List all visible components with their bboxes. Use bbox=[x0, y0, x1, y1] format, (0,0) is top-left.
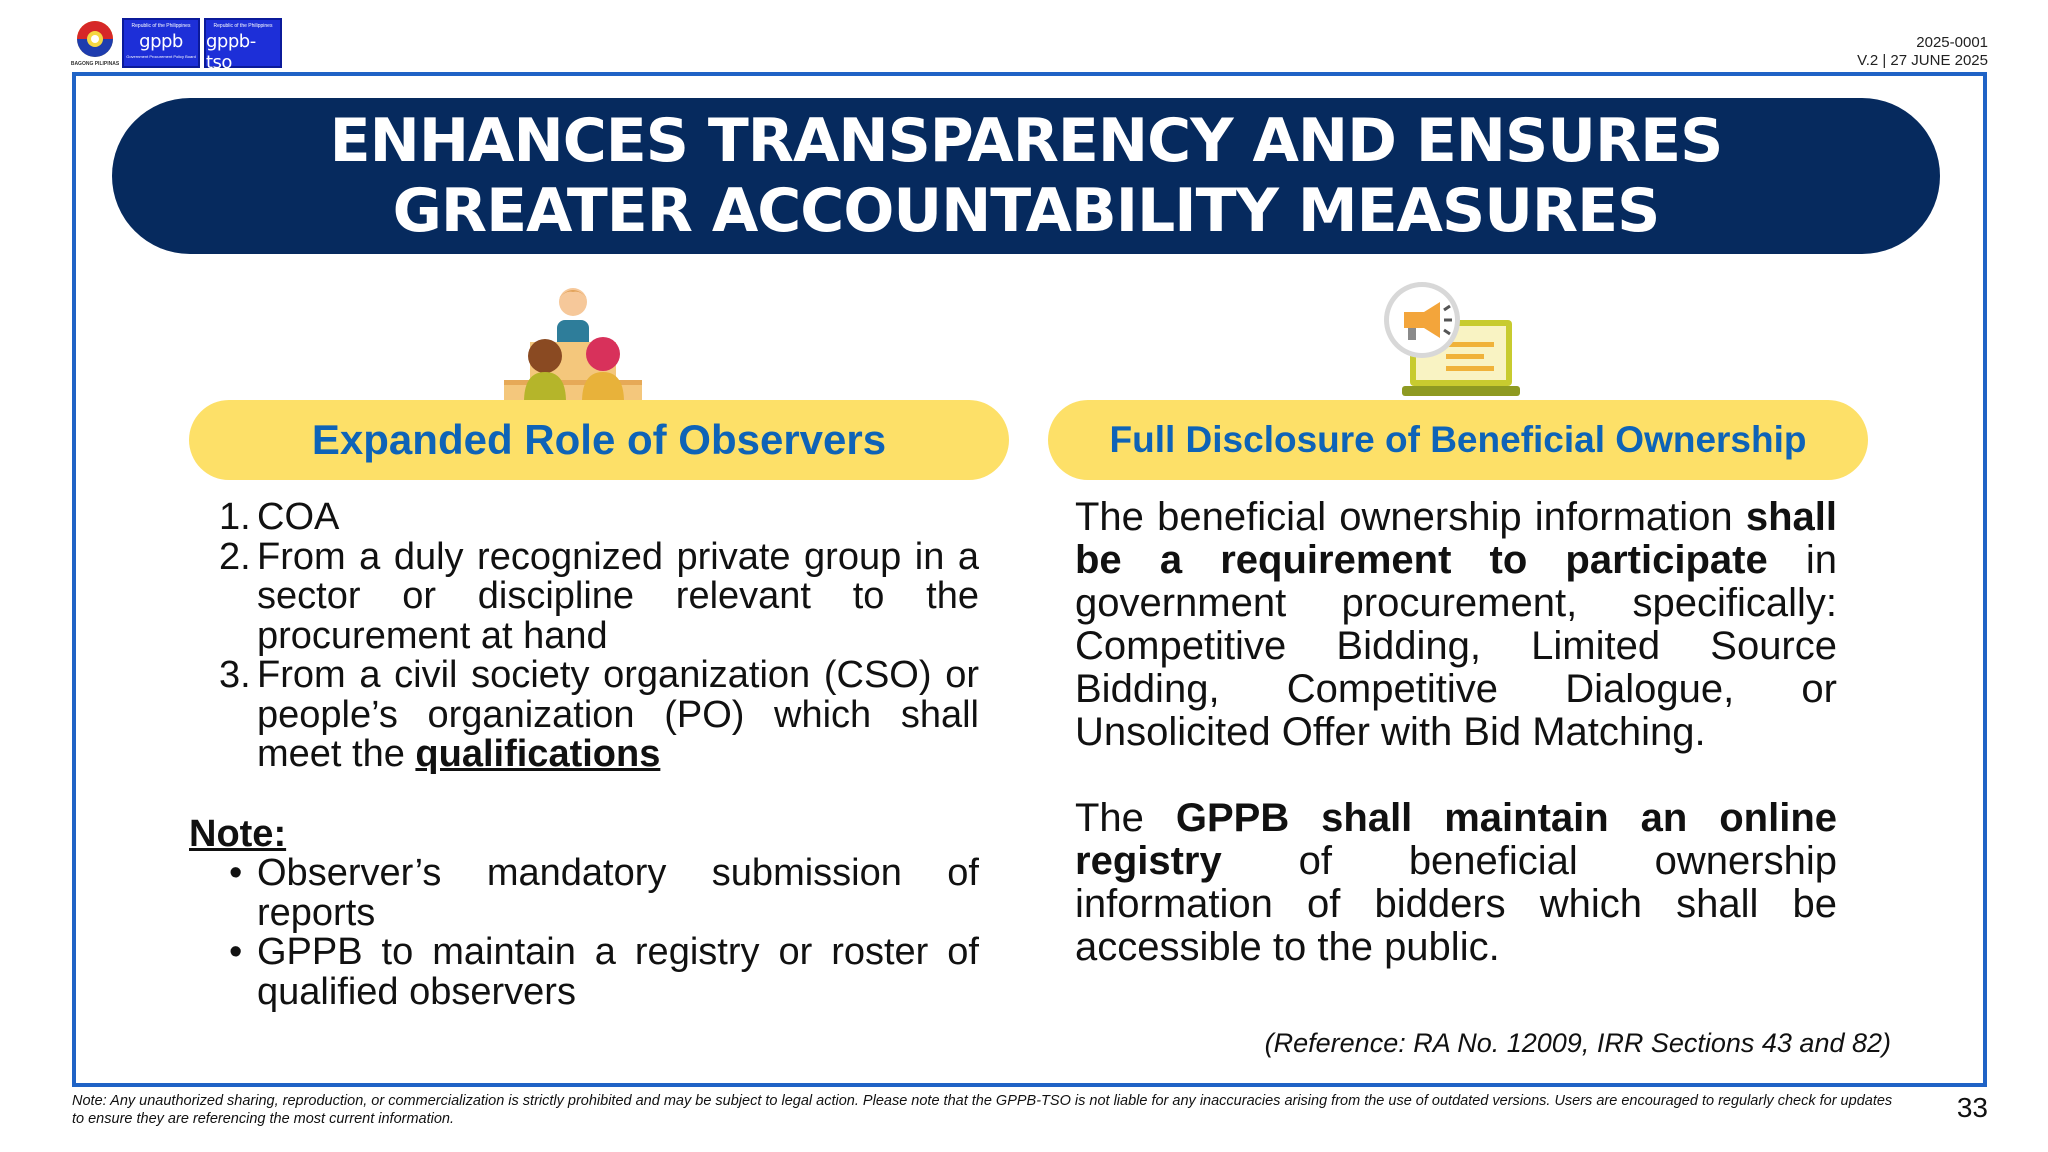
gppb-tso-logo-top: Republic of the Philippines bbox=[213, 23, 273, 29]
list-item bbox=[219, 656, 979, 775]
disclosure-heading-pill: Full Disclosure of Beneficial Ownership bbox=[1048, 400, 1868, 480]
seal-caption: BAGONG PILIPINAS bbox=[70, 61, 120, 67]
gppb-tso-logo bbox=[204, 18, 282, 85]
gppb-logo-top: Republic of the Philippines bbox=[131, 23, 191, 29]
p2-pre: The bbox=[1075, 796, 1176, 840]
list-text: COA bbox=[257, 496, 340, 538]
observers-heading-pill: Expanded Role of Observers bbox=[189, 400, 1009, 480]
header-logos bbox=[70, 18, 282, 85]
megaphone-laptop-icon bbox=[1384, 280, 1520, 400]
observers-section bbox=[189, 498, 979, 1012]
gppb-tso-logo-brand: gppb-tso bbox=[206, 31, 256, 73]
title-banner bbox=[112, 98, 1940, 254]
p2-bold: GPPB shall maintain an online registry bbox=[1075, 796, 1837, 883]
bullet-icon: • bbox=[229, 931, 243, 973]
bullet-text: Observer’s mandatory submission of reports bbox=[257, 852, 979, 934]
doc-version: V.2 | 27 JUNE 2025 bbox=[1857, 52, 1988, 69]
seal-icon bbox=[72, 18, 118, 60]
list-text: From a civil society organization (CSO) or people’s organization (PO) which shall meet the bbox=[257, 654, 979, 775]
list-text-container bbox=[257, 656, 979, 775]
list-item bbox=[229, 854, 979, 933]
p2-post: of beneficial ownership information of bidders which shall be accessible to the public. bbox=[1075, 839, 1837, 969]
disclosure-paragraph-1 bbox=[1075, 496, 1837, 754]
note-label: Note: bbox=[189, 812, 287, 855]
observers-list bbox=[189, 498, 979, 775]
people-meeting-icon bbox=[500, 284, 646, 402]
note-bullets bbox=[189, 854, 979, 1012]
qualifications-link[interactable]: qualifications bbox=[415, 733, 661, 775]
document-reference bbox=[1857, 34, 1988, 70]
reference-note: (Reference: RA No. 12009, IRR Sections 43 and 82) bbox=[1264, 1028, 1891, 1058]
list-number: 2. bbox=[219, 535, 251, 578]
page-number: 33 bbox=[1956, 1092, 1988, 1123]
bullet-text: GPPB to maintain a registry or roster of qualified observers bbox=[257, 931, 979, 1013]
p1-bold: shall be a requirement to participate bbox=[1075, 495, 1837, 582]
p1-pre: The beneficial ownership information bbox=[1075, 495, 1746, 539]
list-number: 3. bbox=[219, 654, 251, 696]
list-text: From a duly recognized private group in a sector or discipline relevant to the procurement at hand bbox=[257, 535, 979, 657]
gppb-logo-brand: gppb bbox=[139, 31, 183, 52]
disclosure-paragraph-2 bbox=[1075, 797, 1837, 969]
footer-disclaimer: Note: Any unauthorized sharing, reproduction, or commercialization is strictly prohibited and may be subject to legal action. Please note that the GPPB-TSO is not liable for any inaccuracies arising from the use of outdated versions. Users are encouraged to regularly check for updates to ensure they are referencing the most current information. bbox=[72, 1093, 1893, 1127]
disclosure-section bbox=[1075, 496, 1837, 969]
list-item bbox=[219, 535, 979, 657]
title-line-2: GREATER ACCOUNTABILITY MEASURES bbox=[392, 176, 1660, 246]
slide-title bbox=[330, 106, 1723, 246]
gppb-logo bbox=[122, 18, 200, 68]
bullet-icon: • bbox=[229, 852, 243, 894]
bagong-pilipinas-seal bbox=[72, 18, 118, 70]
list-number: 1. bbox=[219, 496, 251, 538]
gppb-tso-logo-sub: Government Procurement Policy Board Technical Support Office bbox=[208, 75, 278, 85]
doc-code: 2025-0001 bbox=[1916, 34, 1988, 51]
list-item bbox=[219, 498, 979, 538]
p1-post: in government procurement, specifically: Competitive Bidding, Limited Source Bidding, Competitive Dialogue, or Unsolicited Offer with Bid Matching. bbox=[1075, 538, 1837, 754]
list-item bbox=[229, 933, 979, 1012]
gppb-logo-sub: Government Procurement Policy Board bbox=[126, 54, 196, 59]
title-line-1: ENHANCES TRANSPARENCY AND ENSURES bbox=[329, 106, 1723, 176]
